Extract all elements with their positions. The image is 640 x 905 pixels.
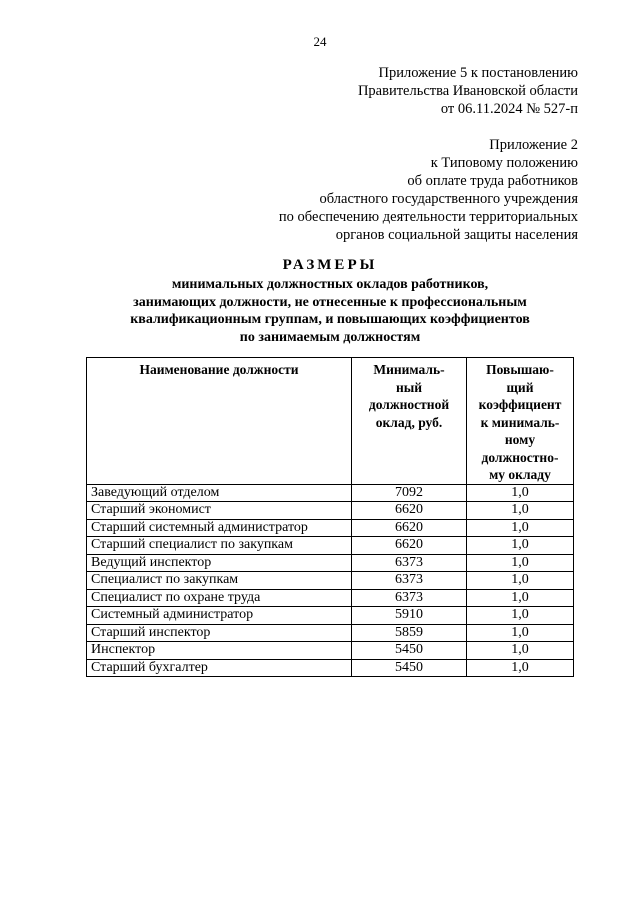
salary-cell: 6620 [352, 537, 467, 555]
table-row [87, 502, 574, 520]
table-row [87, 659, 574, 677]
table-row [87, 607, 574, 625]
appendix-line: Приложение 2 [489, 137, 578, 153]
appendix-line: об оплате труда работников [407, 173, 578, 189]
salary-cell: 5450 [352, 642, 467, 660]
subtitle-line: минимальных должностных окладов работников, [171, 277, 489, 292]
salary-cell: 5450 [352, 659, 467, 677]
table-row [87, 537, 574, 555]
salary-cell: 6373 [352, 554, 467, 572]
coefficient-cell: 1,0 [467, 537, 574, 555]
salary-cell: 5859 [352, 624, 467, 642]
salary-cell: 6373 [352, 589, 467, 607]
position-cell: Старший системный администратор [87, 519, 352, 537]
header-position: Наименование должности [87, 358, 352, 485]
appendix-line: Правительства Ивановской области [357, 83, 578, 99]
salary-cell: 7092 [352, 484, 467, 502]
salary-cell: 6373 [352, 572, 467, 590]
appendix-line: к Типовому положению [430, 155, 578, 171]
position-cell: Специалист по охране труда [87, 589, 352, 607]
position-cell: Специалист по закупкам [87, 572, 352, 590]
subtitle-line: занимающих должности, не отнесенные к профессиональным [133, 294, 527, 310]
salary-cell: 6620 [352, 519, 467, 537]
subtitle-line: по занимаемым должностям [239, 329, 421, 345]
header-min-salary: Минималь- ный должностной оклад, руб. [352, 358, 467, 485]
salary-cell: 5910 [352, 607, 467, 625]
coefficient-cell: 1,0 [467, 607, 574, 625]
table-row [87, 519, 574, 537]
coefficient-cell: 1,0 [467, 554, 574, 572]
appendix-line: от 06.11.2024 № 527-п [440, 101, 578, 117]
table-row [87, 642, 574, 660]
coefficient-cell: 1,0 [467, 642, 574, 660]
table-row [87, 624, 574, 642]
coefficient-cell: 1,0 [467, 519, 574, 537]
appendix-2-heading [279, 136, 578, 244]
position-cell: Инспектор [87, 642, 352, 660]
appendix-line: по обеспечению деятельности территориальных [278, 209, 578, 225]
table-row [87, 572, 574, 590]
position-cell: Старший специалист по закупкам [87, 537, 352, 555]
position-cell: Ведущий инспектор [87, 554, 352, 572]
appendix-line: органов социальной защиты населения [335, 227, 578, 243]
subtitle-line: квалификационным группам, и повышающих коэффициентов [130, 312, 530, 327]
position-cell: Старший инспектор [87, 624, 352, 642]
coefficient-cell: 1,0 [467, 484, 574, 502]
table-row [87, 554, 574, 572]
appendix-line: областного государственного учреждения [319, 191, 578, 207]
salary-cell: 6620 [352, 502, 467, 520]
position-cell: Заведующий отделом [87, 484, 352, 502]
header-coefficient: Повышаю- щий коэффициент к минималь- ному должностно- му окладу [467, 358, 574, 485]
coefficient-cell: 1,0 [467, 624, 574, 642]
table-row [87, 484, 574, 502]
position-cell: Старший экономист [87, 502, 352, 520]
position-cell: Системный администратор [87, 607, 352, 625]
position-cell: Старший бухгалтер [87, 659, 352, 677]
coefficient-cell: 1,0 [467, 589, 574, 607]
coefficient-cell: 1,0 [467, 572, 574, 590]
table-header-row [87, 358, 574, 485]
page-number: 24 [313, 34, 327, 49]
coefficient-cell: 1,0 [467, 502, 574, 520]
table-row [87, 589, 574, 607]
document-title: РАЗМЕРЫ [282, 257, 378, 273]
document-subtitle [0, 276, 640, 346]
appendix-line: Приложение 5 к постановлению [378, 65, 578, 81]
appendix-5-heading [358, 64, 578, 118]
salary-table [86, 357, 574, 677]
coefficient-cell: 1,0 [467, 659, 574, 677]
